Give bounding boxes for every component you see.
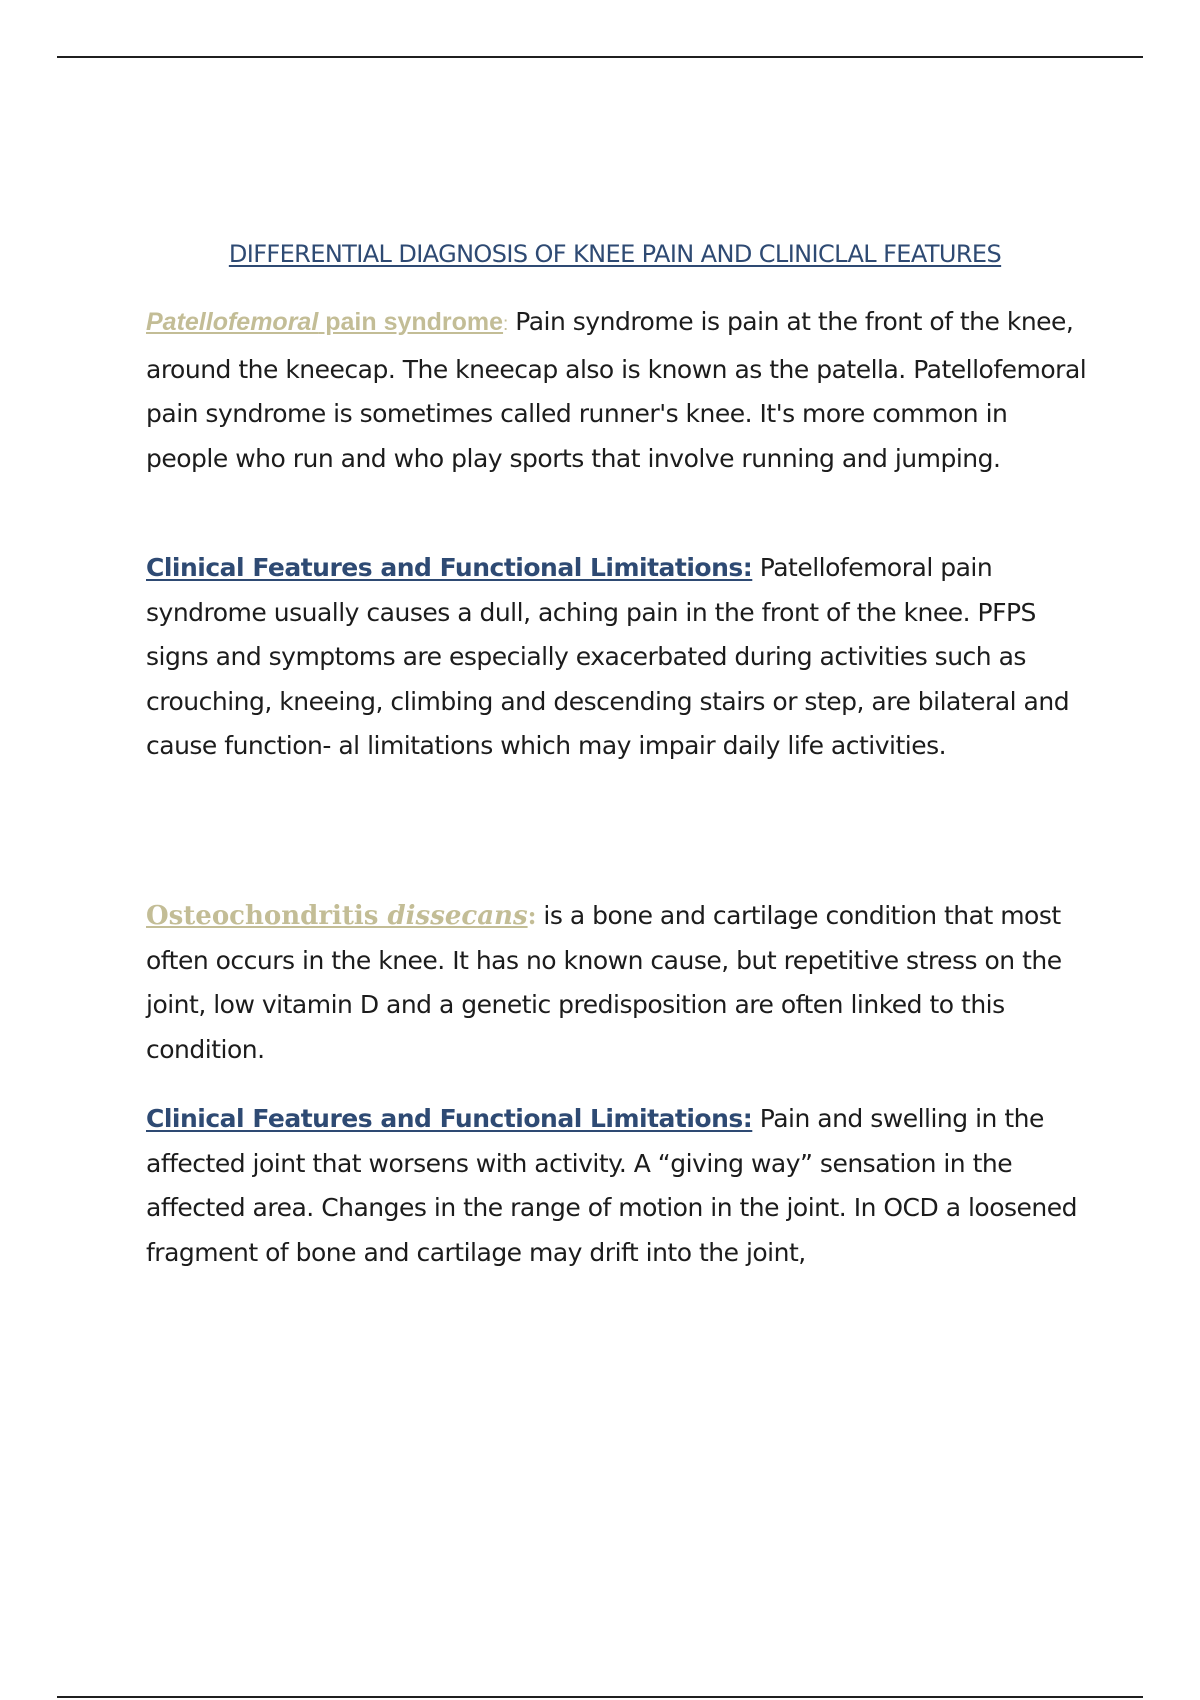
page-title: DIFFERENTIAL DIAGNOSIS OF KNEE PAIN AND CLINICLAL FEATURES — [228, 240, 1002, 268]
ocd-term-first: Osteochondritis — [146, 901, 388, 931]
header-rule — [57, 56, 1143, 58]
pfps-clinical-features — [146, 546, 1096, 769]
ocd-clinical-text: Pain and swelling in the affected joint that worsens with activity. A “giving way” sensation in the affected area. Changes in the range of motion in the joint. In OCD a loosened fragment of bone and cartilage may drift into the joint, — [146, 1104, 1077, 1267]
pfps-clinical-label: Clinical Features and Functional Limitations: — [146, 553, 753, 582]
ocd-definition — [146, 894, 1096, 1072]
ocd-intro-text: is a bone and cartilage condition that most often occurs in the knee. It has no known cause, but repetitive stress on the joint, low vitamin D and a genetic predisposition are often linked to this condition. — [146, 901, 1062, 1064]
ocd-term-italic: dissecans — [387, 901, 528, 931]
pfps-clinical-text: Patellofemoral pain syndrome usually causes a dull, aching pain in the front of the knee. PFPS signs and symptoms are especially exacerbated during activities such as crouching, kneeing, climbing and descending stairs or step, are bilateral and cause function- al limitations which may impair daily life activities. — [146, 553, 1070, 760]
pfps-term — [146, 308, 503, 336]
pfps-term-colon: : — [503, 314, 508, 335]
pfps-definition — [146, 300, 1096, 481]
pfps-intro-text: Pain syndrome is pain at the front of the knee, around the kneecap. The kneecap also is known as the patella. Patellofemoral pain syndrome is sometimes called runner's knee. It's more common in people who run and who play sports that involve running and jumping. — [146, 307, 1087, 473]
ocd-term-colon: : — [527, 901, 536, 930]
ocd-clinical-label: Clinical Features and Functional Limitations: — [146, 1104, 753, 1133]
pfps-term-rest: pain syndrome — [318, 308, 504, 336]
ocd-term — [146, 901, 528, 931]
footer-rule — [57, 1696, 1143, 1698]
pfps-term-italic: Patellofemoral — [146, 308, 319, 336]
ocd-clinical-features — [146, 1097, 1096, 1275]
